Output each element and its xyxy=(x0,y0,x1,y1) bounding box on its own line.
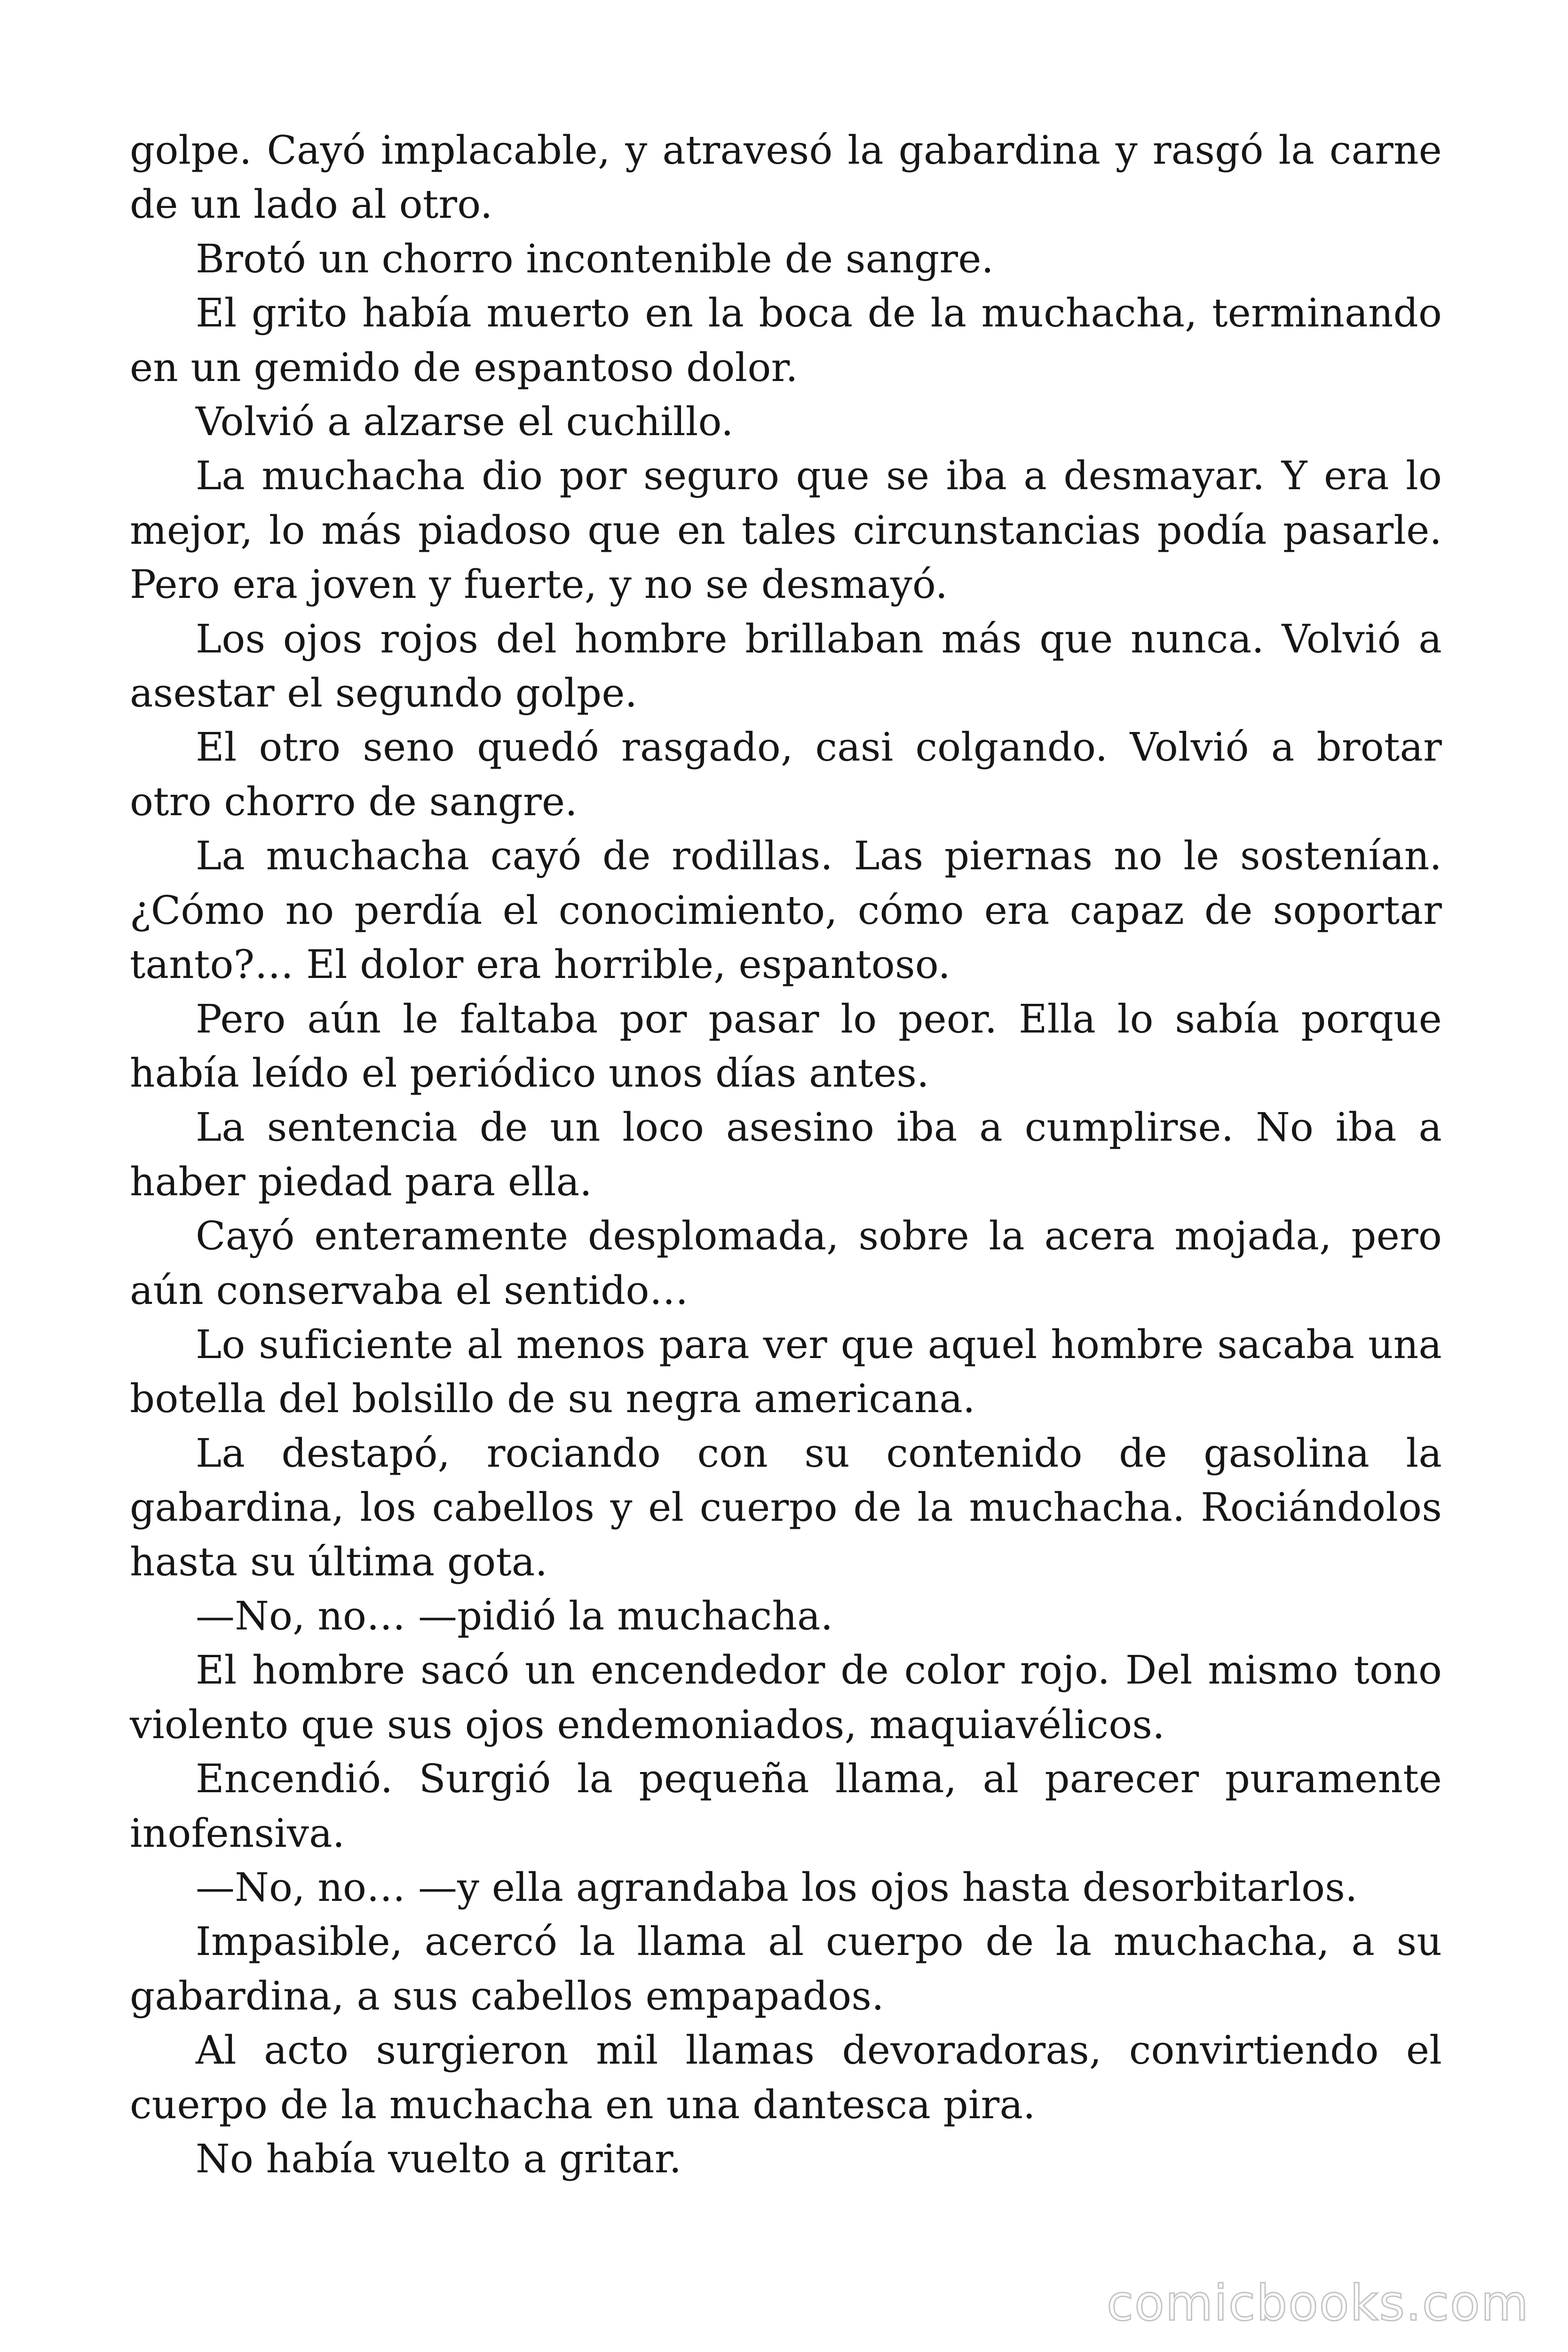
paragraph: Impasible, acercó la llama al cuerpo de la muchacha, a su gabardina, a sus cabellos empapados. xyxy=(130,1919,1442,2019)
paragraph: No había vuelto a gritar. xyxy=(196,2136,682,2182)
paragraph: El otro seno quedó rasgado, casi colgando. Volvió a brotar otro chorro de sangre. xyxy=(130,724,1442,825)
paragraph: El grito había muerto en la boca de la muchacha, terminando en un gemido de espantoso dolor. xyxy=(130,290,1442,390)
paragraph: Lo suficiente al menos para ver que aquel hombre sacaba una botella del bolsillo de su negra americana. xyxy=(130,1321,1442,1422)
paragraph: —No, no… —pidió la muchacha. xyxy=(196,1593,833,1639)
paragraph: Volvió a alzarse el cuchillo. xyxy=(196,399,734,445)
paragraph: Los ojos rojos del hombre brillaban más que nunca. Volvió a asestar el segundo golpe. xyxy=(130,616,1442,716)
paragraph: La muchacha dio por seguro que se iba a desmayar. Y era lo mejor, lo más piadoso que en tales circunstancias podía pasarle. Pero era joven y fuerte, y no se desmayó. xyxy=(130,453,1442,608)
paragraph: —No, no… —y ella agrandaba los ojos hasta desorbitarlos. xyxy=(196,1865,1358,1910)
paragraph: Cayó enteramente desplomada, sobre la acera mojada, pero aún conservaba el sentido… xyxy=(130,1213,1442,1313)
paragraph: La sentencia de un loco asesino iba a cumplirse. No iba a haber piedad para ella. xyxy=(130,1104,1442,1205)
paragraph: golpe. Cayó implacable, y atravesó la gabardina y rasgó la carne de un lado al otro. xyxy=(130,127,1442,228)
paragraph: Encendió. Surgió la pequeña llama, al parecer puramente inofensiva. xyxy=(130,1756,1442,1856)
paragraph: La destapó, rociando con su contenido de gasolina la gabardina, los cabellos y el cuerpo de la muchacha. Rociándolos hasta su última gota. xyxy=(130,1430,1442,1585)
paragraph: Al acto surgieron mil llamas devoradoras, convirtiendo el cuerpo de la muchacha en una dantesca pira. xyxy=(130,2027,1442,2128)
watermark: comicbooks.com xyxy=(1106,2274,1529,2332)
body-text xyxy=(130,123,1442,2186)
paragraph: La muchacha cayó de rodillas. Las piernas no le sostenían. ¿Cómo no perdía el conocimiento, cómo era capaz de soportar tanto?… El dolor era horrible, espantoso. xyxy=(130,833,1442,988)
paragraph: El hombre sacó un encendedor de color rojo. Del mismo tono violento que sus ojos endemoniados, maquiavélicos. xyxy=(130,1647,1442,1748)
paragraph: Pero aún le faltaba por pasar lo peor. Ella lo sabía porque había leído el periódico unos días antes. xyxy=(130,996,1442,1096)
paragraph: Brotó un chorro incontenible de sangre. xyxy=(196,236,994,282)
